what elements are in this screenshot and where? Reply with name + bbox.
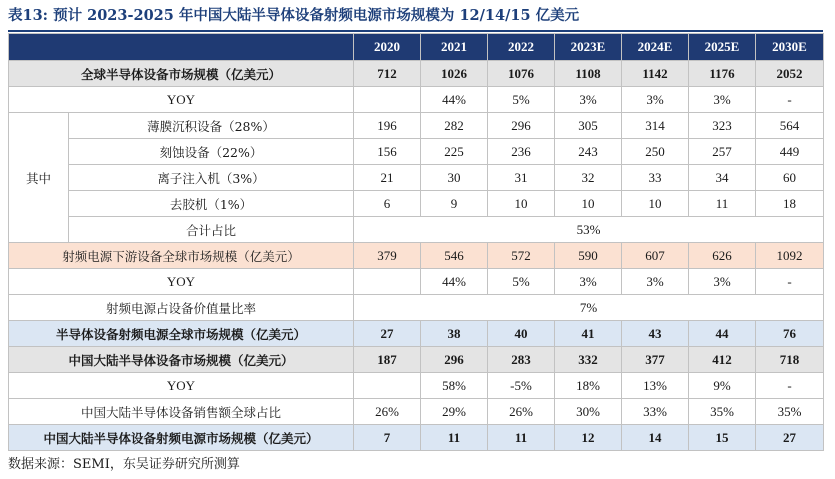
cell: 43 (622, 321, 689, 347)
row-label: 合计占比 (69, 217, 354, 243)
cell: 257 (689, 139, 756, 165)
cell: 34 (689, 165, 756, 191)
cell: 3% (622, 87, 689, 113)
cell: 296 (488, 113, 555, 139)
cell: 1176 (689, 61, 756, 87)
cell: 76 (756, 321, 824, 347)
source-note: 数据来源：SEMI，东吴证券研究所测算 (8, 457, 240, 472)
row-label: 薄膜沉积设备（28%） (69, 113, 354, 139)
table-row (9, 295, 824, 321)
header-blank (9, 34, 354, 61)
cell: 11 (421, 425, 488, 451)
cell (354, 373, 421, 399)
cell: 332 (555, 347, 622, 373)
row-label: 射频电源下游设备全球市场规模（亿美元） (9, 243, 354, 269)
group-label: 其中 (9, 113, 69, 243)
cell: 44% (421, 269, 488, 295)
table-row (9, 191, 824, 217)
cell: 15 (689, 425, 756, 451)
cell: 35% (689, 399, 756, 425)
cell: 41 (555, 321, 622, 347)
row-label: 半导体设备射频电源全球市场规模（亿美元） (9, 321, 354, 347)
cell: 30% (555, 399, 622, 425)
table-row (9, 139, 824, 165)
cell: 377 (622, 347, 689, 373)
cell: 546 (421, 243, 488, 269)
cell: 26% (488, 399, 555, 425)
cell: 18% (555, 373, 622, 399)
cell: 1092 (756, 243, 824, 269)
cell: 323 (689, 113, 756, 139)
table-row (9, 61, 824, 87)
cell: 250 (622, 139, 689, 165)
cell: 35% (756, 399, 824, 425)
row-label: 中国大陆半导体设备销售额全球占比 (9, 399, 354, 425)
cell: 3% (622, 269, 689, 295)
cell: - (756, 373, 824, 399)
cell: 187 (354, 347, 421, 373)
cell: 10 (555, 191, 622, 217)
year-header: 2020 (354, 34, 421, 61)
row-label: YOY (9, 373, 354, 399)
cell: 6 (354, 191, 421, 217)
cell: 40 (488, 321, 555, 347)
table-row (9, 165, 824, 191)
merged-cell: 53% (354, 217, 824, 243)
row-label: 去胶机（1%） (69, 191, 354, 217)
cell: 10 (622, 191, 689, 217)
cell: 296 (421, 347, 488, 373)
table-row (9, 113, 824, 139)
cell: 3% (555, 269, 622, 295)
cell: 1108 (555, 61, 622, 87)
cell: 718 (756, 347, 824, 373)
cell: 21 (354, 165, 421, 191)
cell: 60 (756, 165, 824, 191)
cell: 626 (689, 243, 756, 269)
cell: 9 (421, 191, 488, 217)
table-row (9, 399, 824, 425)
cell: 30 (421, 165, 488, 191)
cell: 32 (555, 165, 622, 191)
cell: 33 (622, 165, 689, 191)
row-label: 中国大陆半导体设备市场规模（亿美元） (9, 347, 354, 373)
cell: 572 (488, 243, 555, 269)
table-row (9, 373, 824, 399)
table-row (9, 269, 824, 295)
year-header: 2023E (555, 34, 622, 61)
cell: 2052 (756, 61, 824, 87)
cell: 305 (555, 113, 622, 139)
cell: 44% (421, 87, 488, 113)
year-header: 2030E (756, 34, 824, 61)
cell (354, 269, 421, 295)
cell: 33% (622, 399, 689, 425)
row-label: 离子注入机（3%） (69, 165, 354, 191)
cell: 412 (689, 347, 756, 373)
table-row (9, 87, 824, 113)
table-title: 表13: 预计 2023-2025 年中国大陆半导体设备射频电源市场规模为 12/14/15 亿美元 (8, 7, 580, 24)
table-row (9, 217, 824, 243)
cell: 13% (622, 373, 689, 399)
cell: 3% (689, 269, 756, 295)
cell: 449 (756, 139, 824, 165)
title-divider (8, 30, 823, 32)
cell: 26% (354, 399, 421, 425)
cell: 1026 (421, 61, 488, 87)
cell: 564 (756, 113, 824, 139)
table-row (9, 425, 824, 451)
cell: 10 (488, 191, 555, 217)
cell: - (756, 87, 824, 113)
cell: 607 (622, 243, 689, 269)
cell: 27 (756, 425, 824, 451)
row-label: 中国大陆半导体设备射频电源市场规模（亿美元） (9, 425, 354, 451)
row-label: 射频电源占设备价值量比率 (9, 295, 354, 321)
cell: 1142 (622, 61, 689, 87)
cell (354, 87, 421, 113)
cell: 283 (488, 347, 555, 373)
market-size-table (8, 33, 824, 451)
cell: 1076 (488, 61, 555, 87)
table-row (9, 243, 824, 269)
year-header: 2024E (622, 34, 689, 61)
row-label: YOY (9, 269, 354, 295)
table-row (9, 321, 824, 347)
row-label: 全球半导体设备市场规模（亿美元） (9, 61, 354, 87)
cell: - (756, 269, 824, 295)
cell: 11 (689, 191, 756, 217)
cell: 314 (622, 113, 689, 139)
cell: 3% (555, 87, 622, 113)
cell: 29% (421, 399, 488, 425)
cell: 38 (421, 321, 488, 347)
cell: 196 (354, 113, 421, 139)
cell: 9% (689, 373, 756, 399)
cell: 31 (488, 165, 555, 191)
cell: 18 (756, 191, 824, 217)
cell: 5% (488, 87, 555, 113)
year-header: 2021 (421, 34, 488, 61)
cell: 5% (488, 269, 555, 295)
cell: 44 (689, 321, 756, 347)
row-label: 刻蚀设备（22%） (69, 139, 354, 165)
cell: 3% (689, 87, 756, 113)
row-label: YOY (9, 87, 354, 113)
cell: 590 (555, 243, 622, 269)
cell: 27 (354, 321, 421, 347)
cell: 236 (488, 139, 555, 165)
cell: -5% (488, 373, 555, 399)
cell: 243 (555, 139, 622, 165)
cell: 14 (622, 425, 689, 451)
cell: 282 (421, 113, 488, 139)
table-row (9, 347, 824, 373)
cell: 379 (354, 243, 421, 269)
merged-cell: 7% (354, 295, 824, 321)
cell: 712 (354, 61, 421, 87)
year-header: 2025E (689, 34, 756, 61)
cell: 7 (354, 425, 421, 451)
cell: 225 (421, 139, 488, 165)
header-row (9, 34, 824, 61)
cell: 58% (421, 373, 488, 399)
cell: 11 (488, 425, 555, 451)
cell: 12 (555, 425, 622, 451)
cell: 156 (354, 139, 421, 165)
year-header: 2022 (488, 34, 555, 61)
